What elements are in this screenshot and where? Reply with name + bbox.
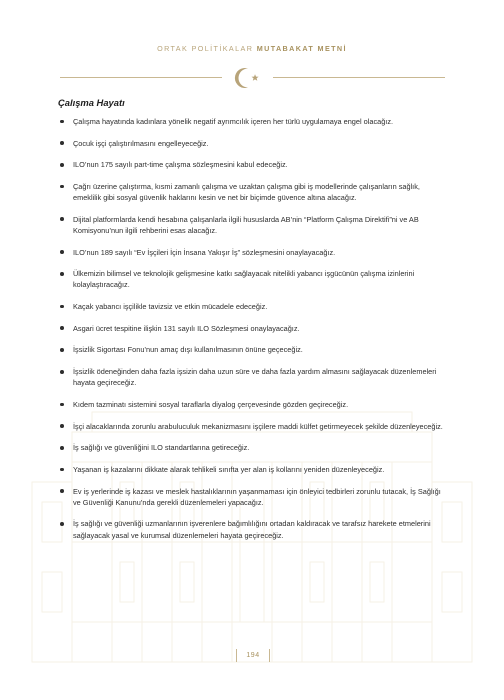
- bullet-list: [58, 116, 450, 551]
- bullet-icon: [60, 272, 64, 276]
- bullet-icon: [60, 522, 64, 526]
- list-item: [58, 344, 450, 355]
- list-item: [58, 268, 450, 290]
- list-item: [58, 464, 450, 475]
- list-item-text: Ev iş yerlerinde iş kazası ve meslek hastalıklarının yaşanmaması için önleyici tedbirleri zorunlu tutacak, İş Sağlığı ve Güvenliği Kanunu’nda gerekli düzenlemeleri yapacağız.: [73, 486, 441, 507]
- section-title: Çalışma Hayatı: [58, 97, 125, 108]
- bullet-icon: [60, 326, 64, 330]
- crescent-star-icon: [226, 66, 272, 90]
- list-item: [58, 116, 450, 127]
- page-number: 194: [236, 649, 270, 662]
- bullet-icon: [60, 370, 64, 374]
- bullet-icon: [60, 348, 64, 352]
- list-item-text: Çağrı üzerine çalıştırma, kısmi zamanlı çalışma ve uzaktan çalışma gibi iş modellerinde çalışanların sağlık, emeklilik gibi sosyal güvenlik haklarını kesin ve net bir biçimde güvence altına alacağız.: [73, 182, 420, 203]
- list-item: [58, 518, 450, 540]
- bullet-icon: [60, 468, 64, 472]
- list-item-text: Çocuk işçi çalıştırılmasını engelleyeceğiz.: [73, 138, 209, 148]
- bullet-icon: [60, 403, 64, 407]
- list-item: [58, 486, 450, 508]
- bullet-icon: [60, 446, 64, 450]
- header-title-bold: MUTABAKAT METNİ: [256, 44, 347, 53]
- list-item-text: İşçi alacaklarında zorunlu arabuluculuk mekanizmasını işçilere maddi külfet getirmeyecek şekilde düzenleyeceğiz.: [73, 421, 443, 431]
- list-item-text: İşsizlik Sigortası Fonu’nun amaç dışı kullanılmasının önüne geçeceğiz.: [73, 345, 303, 355]
- list-item: [58, 323, 450, 334]
- bullet-icon: [60, 250, 64, 254]
- list-item: [58, 181, 450, 203]
- list-item-text: Dijital platformlarda kendi hesabına çalışanlarla ilgili hususlarda AB’nin “Platform Çalışma Direktifi”ni ve AB Komisyonu’nun ilgili rehberini esas alacağız.: [73, 214, 419, 235]
- bullet-icon: [60, 424, 64, 428]
- bullet-icon: [60, 185, 64, 189]
- list-item-text: İşsizlik ödeneğinden daha fazla işsizin daha uzun süre ve daha fazla yardım almasını sağlayacak düzenlemeleri hayata geçireceğiz.: [73, 367, 437, 388]
- list-item-text: İş sağlığı ve güvenliği uzmanlarının işverenlere bağımlılığını ortadan kaldıracak ve tarafsız harekete etmelerini sağlayacak yasal ve kurumsal düzenlemeleri hayata geçireceğiz.: [73, 519, 431, 540]
- list-item: [58, 301, 450, 312]
- bullet-icon: [60, 217, 64, 221]
- bullet-icon: [60, 163, 64, 167]
- list-item-text: Yaşanan iş kazalarını dikkate alarak tehlikeli sınıfta yer alan iş kollarını yeniden düzenleyeceğiz.: [73, 465, 385, 474]
- list-item: [58, 159, 450, 170]
- bullet-icon: [60, 141, 64, 145]
- list-item-text: ILO’nun 175 sayılı part-time çalışma sözleşmesini kabul edeceğiz.: [73, 160, 288, 170]
- list-item: [58, 366, 450, 388]
- bullet-icon: [60, 120, 64, 124]
- list-item: [58, 442, 450, 453]
- header-divider: [0, 66, 504, 90]
- list-item-text: ILO’nun 189 sayılı “Ev İşçileri İçin İnsana Yakışır İş” sözleşmesini onaylayacağız.: [73, 247, 336, 257]
- list-item-text: Ülkemizin bilimsel ve teknolojik gelişmesine katkı sağlayacak nitelikli yabancı işgücünün çalışma izinlerini kolaylaştıracağız.: [73, 269, 415, 290]
- list-item-text: Asgari ücret tespitine ilişkin 131 sayılı ILO Sözleşmesi onaylayacağız.: [73, 323, 300, 333]
- list-item: [58, 247, 450, 258]
- divider-line-right: [273, 77, 445, 78]
- list-item: [58, 421, 450, 432]
- bullet-icon: [60, 489, 64, 493]
- bullet-icon: [60, 305, 64, 309]
- list-item-text: Kaçak yabancı işçilikle tavizsiz ve etkin mücadele edeceğiz.: [73, 302, 268, 312]
- list-item-text: Kıdem tazminatı sistemini sosyal taraflarla diyalog çerçevesinde gözden geçireceğiz.: [73, 399, 349, 409]
- header-title-regular: ORTAK POLİTİKALAR: [157, 44, 254, 53]
- list-item-text: Çalışma hayatında kadınlara yönelik negatif ayrımcılık içeren her türlü uygulamaya engel olacağız.: [73, 117, 394, 126]
- list-item-text: İş sağlığı ve güvenliğini ILO standartlarına getireceğiz.: [73, 443, 250, 453]
- document-header: [0, 44, 504, 53]
- list-item: [58, 399, 450, 410]
- list-item: [58, 138, 450, 149]
- divider-line-left: [60, 77, 222, 78]
- list-item: [58, 214, 450, 236]
